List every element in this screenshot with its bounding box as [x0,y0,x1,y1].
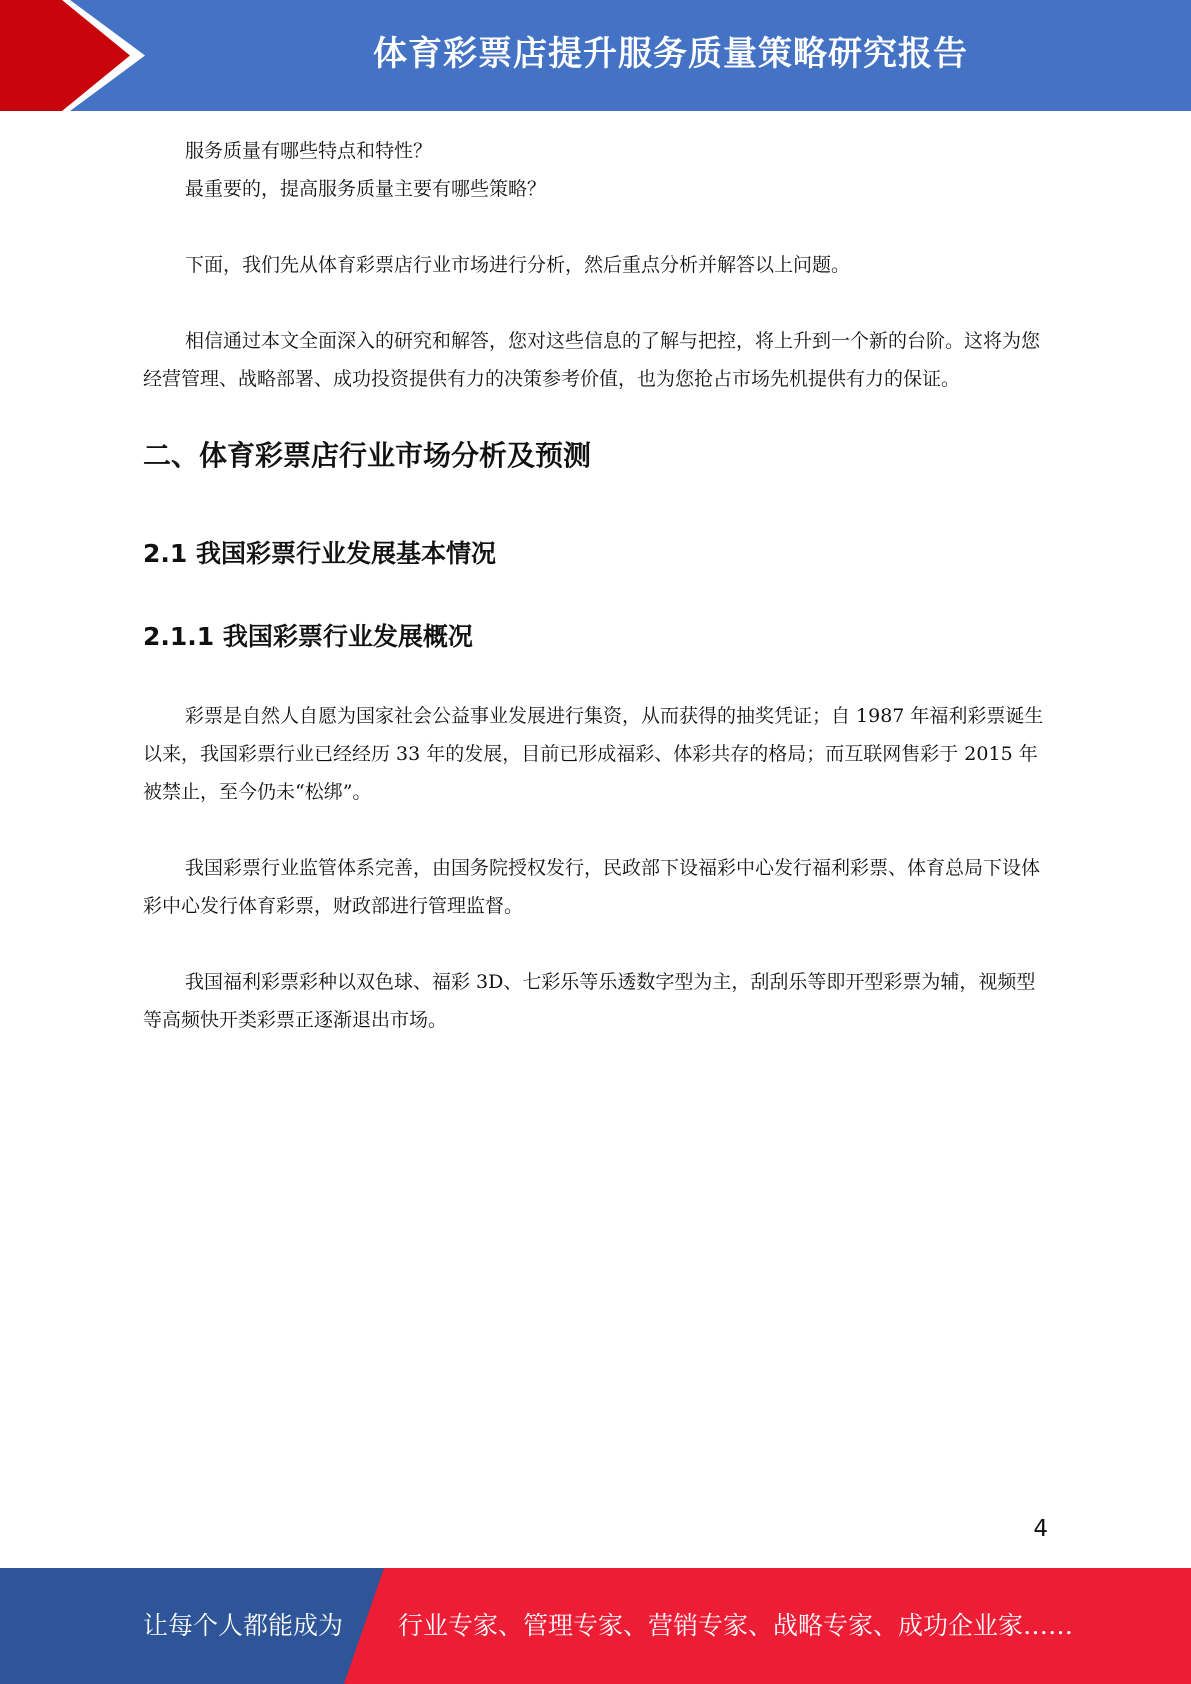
intro-question-2: 最重要的，提高服务质量主要有哪些策略？ [185,178,547,200]
subsection-heading: 2.1 我国彩票行业发展基本情况 [143,539,496,568]
footer-slogan-roles: 行业专家、管理专家、营销专家、战略专家、成功企业家…… [398,1611,1074,1640]
intro-paragraph-1: 下面，我们先从体育彩票店行业市场进行分析，然后重点分析并解答以上问题。 [185,254,851,276]
intro-question-1: 服务质量有哪些特点和特性？ [185,140,433,162]
footer-banner [0,1568,1191,1684]
body-paragraph-1: 彩票是自然人自愿为国家社会公益事业发展进行集资，从而获得的抽奖凭证；自 1987 年福利彩票诞生以来，我国彩票行业已经经历 33 年的发展，目前已形成福彩、体彩共存的格局；而互联网售彩于 2015 年被禁止，至今仍未“松绑”。 [143,705,1044,803]
footer-slogan-lead: 让每个人都能成为 [143,1611,344,1640]
body-paragraph-3: 我国福利彩票彩种以双色球、福彩 3D、七彩乐等乐透数字型为主，刮刮乐等即开型彩票为辅，视频型等高频快开类彩票正逐渐退出市场。 [143,971,1036,1031]
intro-paragraph-2: 相信通过本文全面深入的研究和解答，您对这些信息的了解与把控，将上升到一个新的台阶。这将为您经营管理、战略部署、成功投资提供有力的决策参考价值，也为您抢占市场先机提供有力的保证。 [143,330,1041,390]
page-number: 4 [1033,1516,1048,1542]
document-title: 体育彩票店提升服务质量策略研究报告 [373,34,968,74]
page-content [143,132,1048,1039]
subsubsection-heading: 2.1.1 我国彩票行业发展概况 [143,622,473,651]
section-heading: 二、体育彩票店行业市场分析及预测 [143,439,592,472]
body-paragraph-2: 我国彩票行业监管体系完善，由国务院授权发行，民政部下设福彩中心发行福利彩票、体育总局下设体彩中心发行体育彩票，财政部进行管理监督。 [143,857,1041,917]
header-banner [0,0,1191,111]
